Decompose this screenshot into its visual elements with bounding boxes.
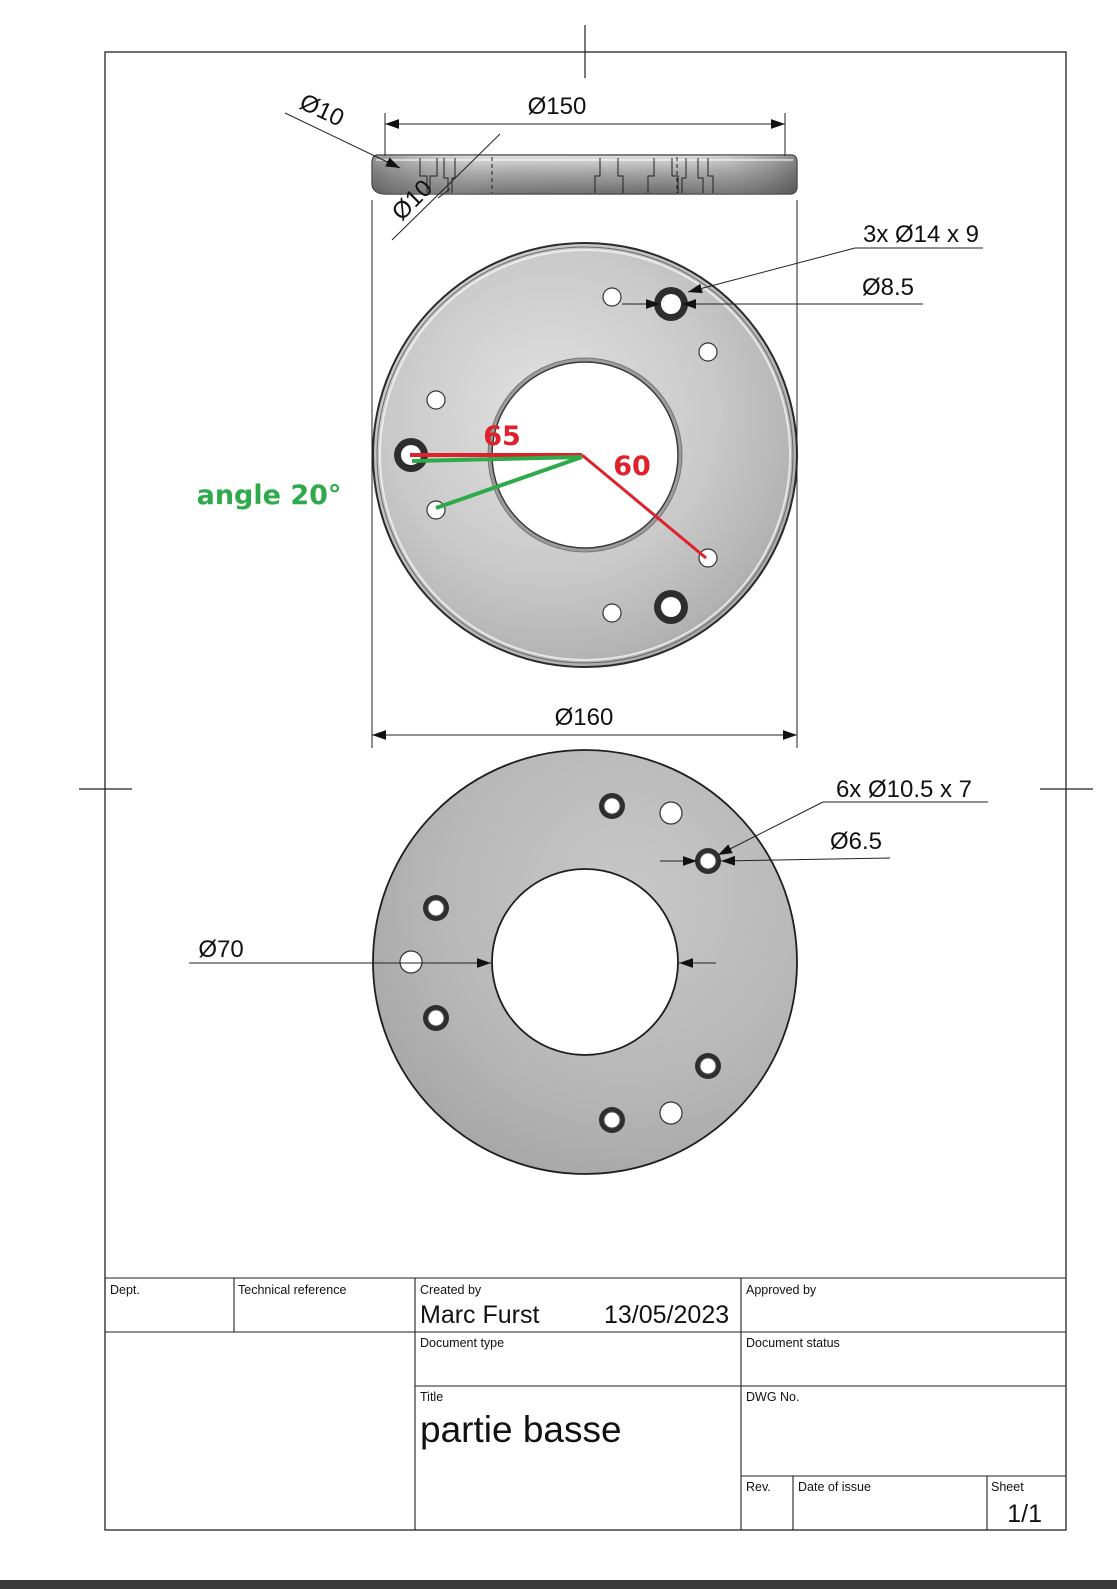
counterbore-bottom-label: 6x Ø10.5 x 7	[835, 776, 973, 803]
created-date-value: 13/05/2023	[604, 1301, 730, 1329]
dim-10-lower-label: Ø10	[386, 174, 438, 226]
dim-70-label: Ø70	[198, 936, 244, 963]
title-block-text	[110, 1283, 1042, 1528]
label-60: 60	[613, 451, 651, 482]
date-of-issue-label: Date of issue	[798, 1480, 871, 1494]
bottom-bore	[492, 869, 678, 1055]
hole-bottom-label: Ø6.5	[829, 828, 883, 855]
document-type-label: Document type	[420, 1336, 505, 1350]
window-bottom-bar	[0, 1580, 1117, 1589]
label-65: 65	[483, 421, 521, 452]
bottom-view	[373, 750, 797, 1174]
dept-label: Dept.	[110, 1283, 140, 1297]
document-status-label: Document status	[746, 1336, 840, 1350]
side-view	[372, 155, 797, 194]
dim-150-label: Ø150	[527, 93, 587, 120]
title-label: Title	[420, 1390, 444, 1404]
sheet-label: Sheet	[991, 1480, 1024, 1494]
tech-ref-label: Technical reference	[238, 1283, 347, 1297]
sheet-value: 1/1	[1007, 1500, 1042, 1528]
hole-top-label: Ø8.5	[861, 274, 915, 301]
rev-label: Rev.	[746, 1480, 771, 1494]
dim-160-label: Ø160	[554, 704, 614, 731]
created-by-value: Marc Furst	[420, 1301, 540, 1329]
dwg-no-label: DWG No.	[746, 1390, 800, 1404]
dim-150	[385, 93, 785, 156]
counterbore-top-label: 3x Ø14 x 9	[862, 221, 980, 248]
created-by-label: Created by	[420, 1283, 482, 1297]
label-angle: angle 20°	[196, 480, 342, 511]
dim-10-upper-label: Ø10	[295, 88, 349, 133]
drawing-title: partie basse	[420, 1409, 622, 1450]
title-block	[105, 1278, 1066, 1530]
approved-by-label: Approved by	[746, 1283, 817, 1297]
